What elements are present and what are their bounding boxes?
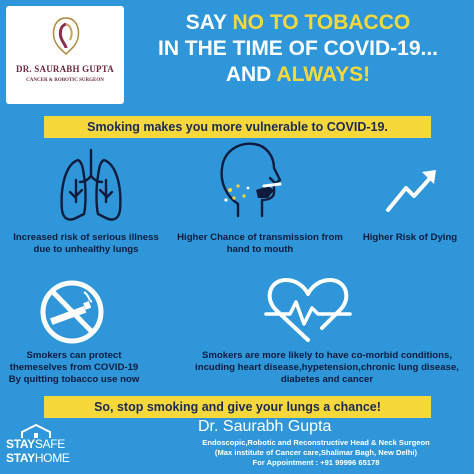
headline-line-2: IN THE TIME OF COVID-19... [157,37,439,60]
headline-highlight-always: ALWAYS! [276,63,371,86]
stop-smoking-banner: So, stop smoking and give your lungs a chance! [44,396,431,418]
headline-highlight: NO TO TOBACCO [232,11,411,34]
doctor-institute: (Max institute of Cancer care,Shalimar Bagh, New Delhi) [214,448,418,457]
logo-tagline: CANCER & ROBOTIC SURGEON [26,78,104,83]
stay-safe-text: STAYSAFE [6,437,65,451]
risk-caption-comorbid: Smokers are more likely to have co-morbid conditions, incuding heart disease,hypetension,chronic lung disease, diabetes and cancer [195,350,459,385]
hand-to-mouth-icon [208,138,294,222]
lungs-icon [56,146,126,226]
risk-caption-lungs: Increased risk of serious illness due to unhealthy lungs [13,232,159,255]
heartbeat-icon [262,276,354,346]
logo-emblem-icon [48,16,84,56]
logo-name: DR. SAURABH GUPTA [16,64,114,74]
rising-arrow-icon [384,166,442,214]
vulnerability-banner: Smoking makes you more vulnerable to COVID-19. [44,116,431,138]
headline-line-3: AND ALWAYS! [225,63,371,86]
risk-caption-dying: Higher Risk of Dying [362,232,458,243]
risk-caption-quit: Smokers can protect themeselves from COVID-19 By quitting tobacco use now [8,350,140,385]
doctor-name: Dr. Saurabh Gupta [198,418,332,435]
doctor-specialty: Endoscopic,Robotic and Reconstructive Head & Neck Surgeon [202,438,430,447]
headline-line-1: SAY NO TO TOBACCO [185,11,411,34]
doctor-logo [6,6,124,104]
stay-home-text: STAYHOME [6,451,70,465]
risk-caption-transmission: Higher Chance of transmission from hand to mouth [177,232,343,255]
house-icon [18,424,54,438]
no-smoking-icon [38,278,106,346]
appointment-number: For Appointment : +91 99996 65178 [252,458,380,467]
